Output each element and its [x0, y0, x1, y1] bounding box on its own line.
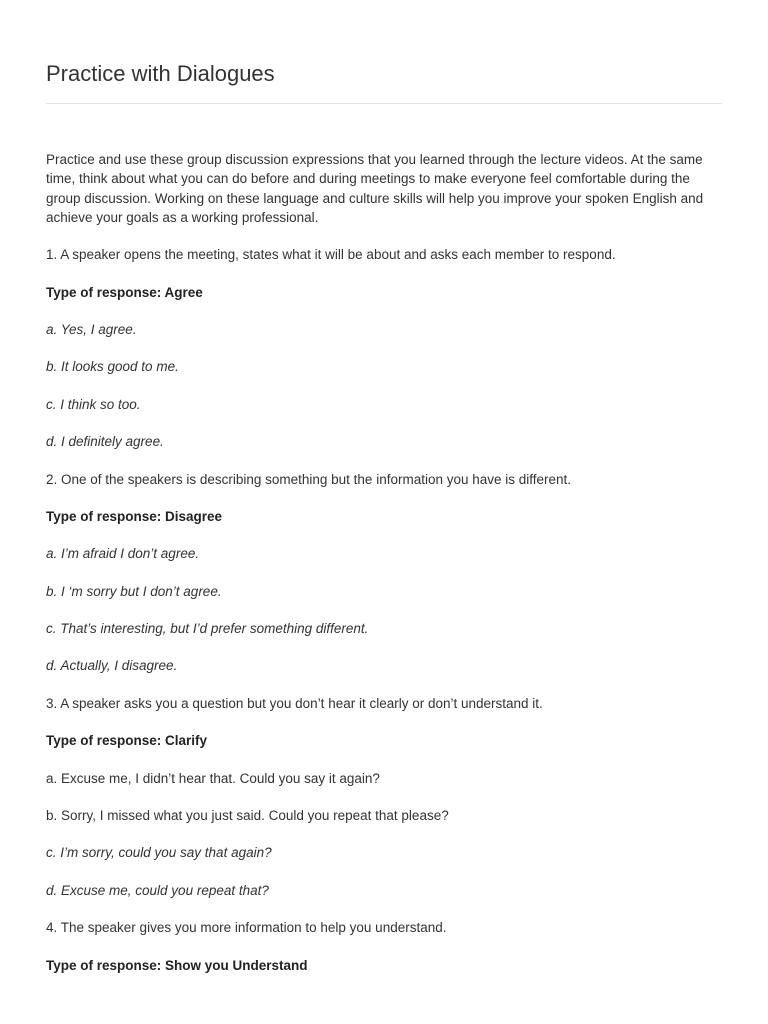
section-1-option-c: c. I think so too. — [46, 396, 141, 412]
section-3-option-a: a. Excuse me, I didn’t hear that. Could you say it again? — [46, 770, 380, 786]
section-2-option-c: c. That’s interesting, but I’d prefer something different. — [46, 621, 369, 637]
document-body — [46, 150, 726, 993]
section-1-option-b: b. It looks good to me. — [46, 359, 179, 375]
section-3-option-c: c. I’m sorry, could you say that again? — [46, 845, 272, 861]
section-1-response-type: Type of response: Agree — [46, 284, 203, 300]
section-1-prompt: 1. A speaker opens the meeting, states what it will be about and asks each member to respond. — [46, 247, 616, 263]
intro-paragraph: Practice and use these group discussion expressions that you learned through the lecture videos. At the same time, think about what you can do before and during meetings to make everyone feel comfortable during the group discussion. Working on these language and culture skills will help you improve your spoken English and achieve your goals as a working professional. — [46, 152, 704, 225]
section-3-option-d: d. Excuse me, could you repeat that? — [46, 882, 269, 898]
section-3-response-type: Type of response: Clarify — [46, 733, 208, 749]
page-title: Practice with Dialogues — [46, 61, 275, 86]
section-2-response-type: Type of response: Disagree — [46, 508, 223, 524]
section-3-prompt: 3. A speaker asks you a question but you don’t hear it clearly or don’t understand it. — [46, 695, 543, 711]
section-2-option-d: d. Actually, I disagree. — [46, 658, 178, 674]
section-2-prompt: 2. One of the speakers is describing something but the information you have is different. — [46, 471, 572, 487]
section-3-option-b: b. Sorry, I missed what you just said. Could you repeat that please? — [46, 808, 449, 824]
title-divider — [46, 103, 722, 104]
section-2-option-b: b. I ‘m sorry but I don’t agree. — [46, 583, 222, 599]
section-1-option-a: a. Yes, I agree. — [46, 321, 137, 337]
section-2-option-a: a. I’m afraid I don’t agree. — [46, 546, 200, 562]
section-4-prompt: 4. The speaker gives you more information to help you understand. — [46, 920, 447, 936]
section-4-response-type: Type of response: Show you Understand — [46, 957, 308, 973]
section-1-option-d: d. I definitely agree. — [46, 434, 164, 450]
